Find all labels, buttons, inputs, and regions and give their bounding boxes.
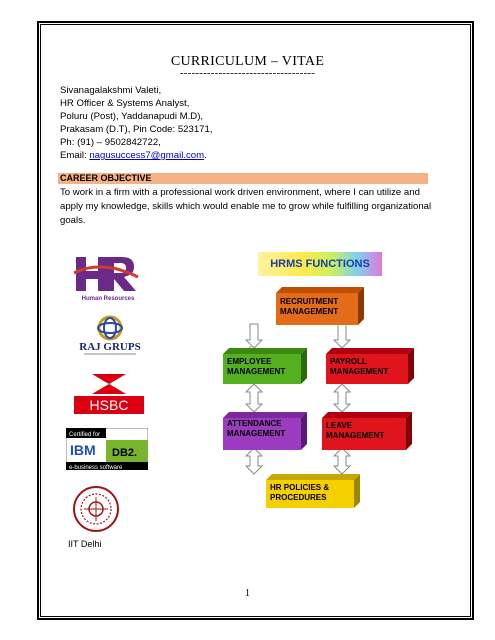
candidate-role: HR Officer & Systems Analyst, (60, 98, 190, 109)
ibm-text: IBM (70, 442, 96, 458)
objective-text: To work in a firm with a professional work driven environment, where I can utilize and apply my knowledge, skills which would enable me to grow while fulfilling organizational goals. (60, 187, 432, 226)
box-leave (322, 412, 412, 450)
document-title: CURRICULUM – VITAE (170, 54, 325, 69)
email-link[interactable]: nagusuccess7@gmail.com (89, 150, 205, 161)
raj-grups-logo (70, 314, 150, 358)
hr-logo-caption: Human Resources (81, 296, 135, 302)
recruitment-label: RECRUITMENT MANAGEMENT (280, 297, 339, 316)
human-resources-logo (72, 253, 146, 303)
hrms-banner-title: HRMS FUNCTIONS (270, 258, 370, 270)
ibm-db2-logo (66, 428, 148, 470)
box-recruitment (276, 287, 364, 325)
box-employee (223, 348, 307, 384)
hr-policies-label: HR POLICIES & PROCEDURES (270, 483, 330, 502)
iit-logo-caption: IIT Delhi (68, 539, 102, 549)
attendance-label: ATTENDANCE MANAGEMENT (227, 419, 286, 438)
ibm-certified-text: Certified for (69, 432, 101, 438)
email-line (60, 149, 213, 162)
email-label: Email: (60, 150, 87, 161)
box-payroll (326, 348, 414, 384)
title-underline: ----------------------------------- (179, 68, 316, 79)
employee-label: EMPLOYEE MANAGEMENT (227, 357, 286, 376)
hsbc-logo (70, 372, 148, 416)
leave-label: LEAVE MANAGEMENT (326, 421, 385, 440)
db2-text: DB2. (112, 447, 138, 459)
iit-delhi-logo (66, 485, 150, 551)
hsbc-logo-text: HSBC (89, 397, 129, 413)
box-attendance (223, 412, 307, 450)
address-line-2: Prakasam (D.T), Pin Code: 523171, (60, 124, 213, 135)
address-line-1: Poluru (Post), Yaddanapudi M.D), (60, 111, 204, 122)
box-hr-policies (266, 474, 360, 508)
candidate-name: Sivanagalakshmi Valeti, (60, 85, 162, 96)
payroll-label: PAYROLL MANAGEMENT (330, 357, 389, 376)
objective-heading: CAREER OBJECTIVE (60, 173, 152, 183)
page-number: 1 (245, 588, 250, 599)
ibm-ebusiness-text: e-business software (69, 465, 123, 470)
email-suffix: . (204, 150, 207, 161)
raj-logo-text: RAJ GRUPS (79, 341, 141, 353)
hrms-functions-banner (258, 252, 382, 276)
phone-number: Ph: (91) – 9502842722, (60, 137, 161, 148)
contact-block (60, 84, 213, 162)
